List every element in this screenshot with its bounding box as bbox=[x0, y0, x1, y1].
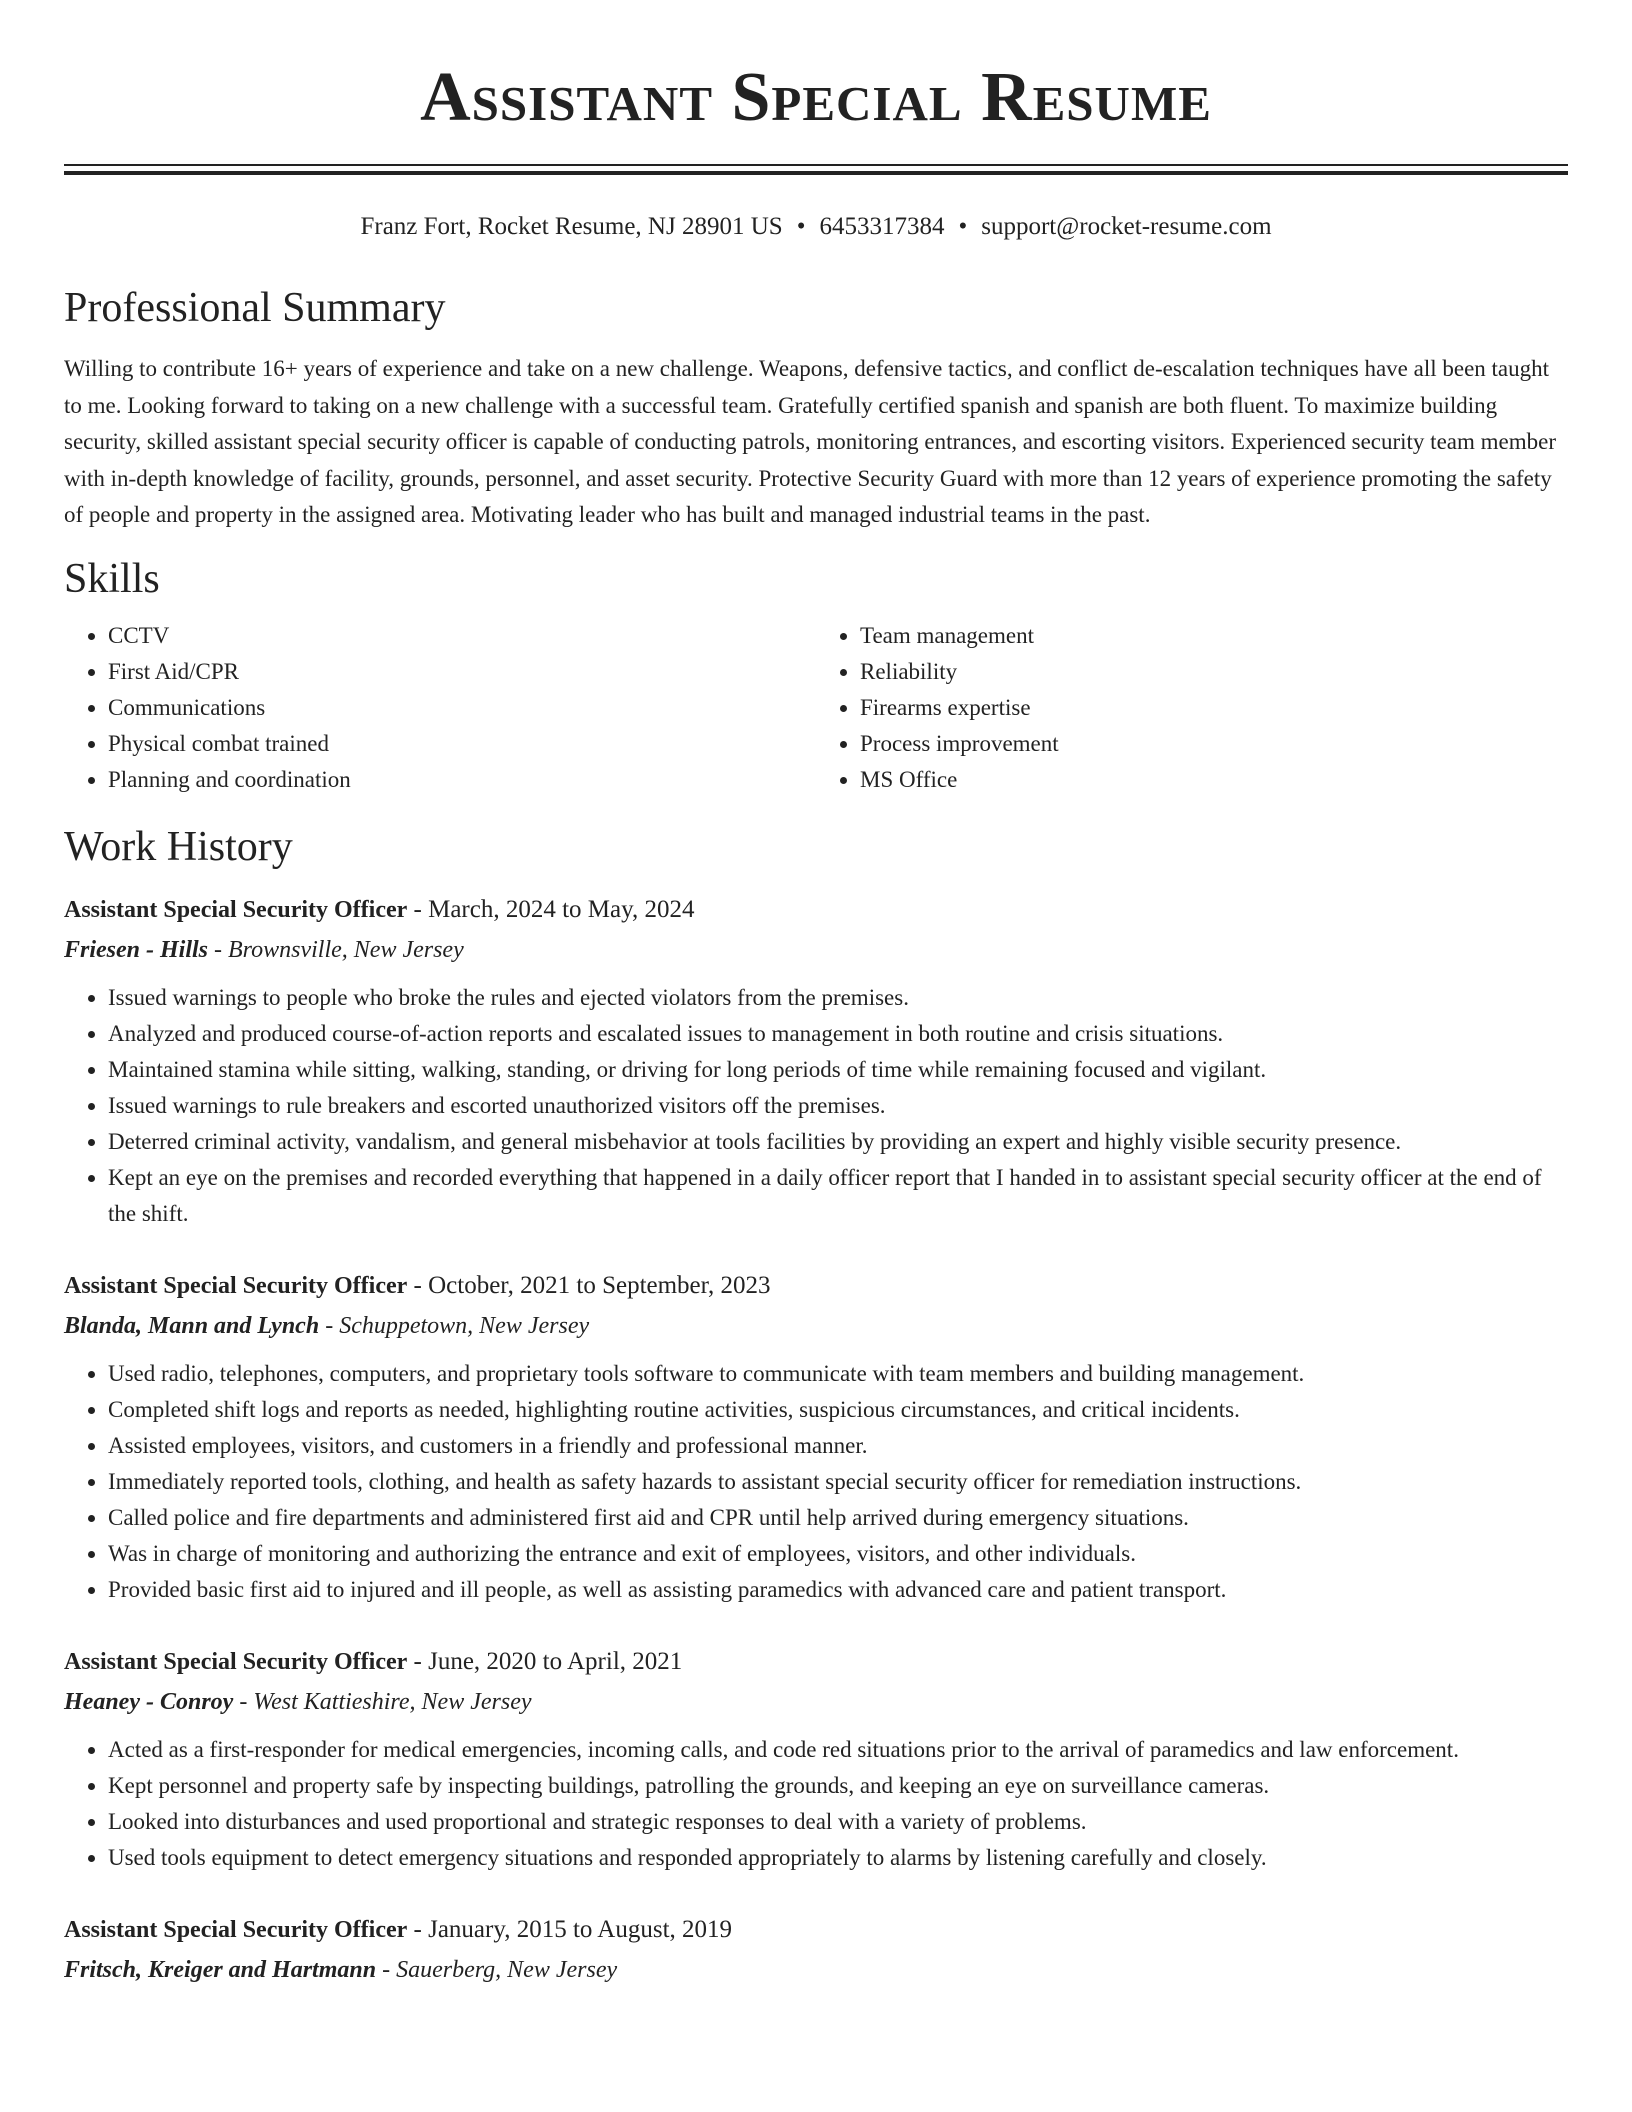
job-duty: • Used radio, telephones, computers, and proprietary tools software to communicate with team members and building management. bbox=[108, 1356, 1568, 1392]
job-title-line bbox=[64, 890, 1568, 930]
skill-item: • Process improvement bbox=[860, 726, 1568, 762]
job-duty: • Issued warnings to rule breakers and escorted unauthorized visitors off the premises. bbox=[108, 1088, 1568, 1124]
job-company-line bbox=[64, 1950, 1568, 1990]
job-duty: • Acted as a first-responder for medical emergencies, incoming calls, and code red situations prior to the arrival of paramedics and law enforcement. bbox=[108, 1732, 1568, 1768]
skill-item: • Team management bbox=[860, 618, 1568, 654]
job-entry bbox=[64, 1642, 1568, 1876]
job-duty: • Immediately reported tools, clothing, and health as safety hazards to assistant special security officer for remediation instructions. bbox=[108, 1464, 1568, 1500]
job-dates: June, 2020 to April, 2021 bbox=[428, 1647, 683, 1675]
contact-email: support@rocket-resume.com bbox=[981, 213, 1272, 240]
summary-section bbox=[64, 283, 1568, 534]
job-duty: • Kept personnel and property safe by inspecting buildings, patrolling the grounds, and keeping an eye on surveillance cameras. bbox=[108, 1768, 1568, 1804]
job-location: Brownsville, New Jersey bbox=[228, 936, 464, 963]
work-history-section bbox=[64, 822, 1568, 1990]
job-dash: - bbox=[413, 895, 422, 923]
job-dash: - bbox=[214, 936, 223, 963]
job-title: Assistant Special Security Officer bbox=[64, 896, 408, 923]
job-duty: • Provided basic first aid to injured and ill people, as well as assisting paramedics with advanced care and patient transport. bbox=[108, 1572, 1568, 1608]
skill-item: • Communications bbox=[108, 690, 816, 726]
job-duties bbox=[64, 1356, 1568, 1608]
skill-item: • Physical combat trained bbox=[108, 726, 816, 762]
skills-heading: Skills bbox=[64, 555, 160, 602]
skill-item: • Firearms expertise bbox=[860, 690, 1568, 726]
job-title-line bbox=[64, 1910, 1568, 1950]
divider-line-thick bbox=[64, 171, 1568, 175]
job-location: West Kattieshire, New Jersey bbox=[253, 1688, 532, 1715]
job-company: Fritsch, Kreiger and Hartmann bbox=[64, 1956, 377, 1983]
skill-item: • Reliability bbox=[860, 654, 1568, 690]
job-company: Blanda, Mann and Lynch bbox=[64, 1312, 320, 1339]
job-duty: • Maintained stamina while sitting, walking, standing, or driving for long periods of time while remaining focused and vigilant. bbox=[108, 1052, 1568, 1088]
job-company-line bbox=[64, 1306, 1568, 1346]
job-duty: • Deterred criminal activity, vandalism, and general misbehavior at tools facilities by providing an expert and highly visible security presence. bbox=[108, 1124, 1568, 1160]
job-duties bbox=[64, 1732, 1568, 1876]
resume-title: Assistant Special Resume bbox=[420, 59, 1212, 136]
job-company: Friesen - Hills bbox=[64, 936, 209, 963]
contact-separator: • bbox=[796, 213, 806, 240]
job-duty: • Completed shift logs and reports as needed, highlighting routine activities, suspicious circumstances, and critical incidents. bbox=[108, 1392, 1568, 1428]
job-duty: • Was in charge of monitoring and authorizing the entrance and exit of employees, visitors, and other individuals. bbox=[108, 1536, 1568, 1572]
job-dates: October, 2021 to September, 2023 bbox=[428, 1271, 771, 1299]
work-history-heading: Work History bbox=[64, 823, 293, 870]
job-title-line bbox=[64, 1642, 1568, 1682]
job-title: Assistant Special Security Officer bbox=[64, 1916, 408, 1943]
job-dates: March, 2024 to May, 2024 bbox=[428, 895, 695, 923]
skills-section bbox=[64, 554, 1568, 798]
job-dates: January, 2015 to August, 2019 bbox=[428, 1915, 733, 1943]
job-dash: - bbox=[382, 1956, 391, 1983]
job-title-line bbox=[64, 1266, 1568, 1306]
job-dash: - bbox=[413, 1647, 422, 1675]
contact-address: Franz Fort, Rocket Resume, NJ 28901 US bbox=[360, 213, 783, 240]
job-dash: - bbox=[413, 1915, 422, 1943]
job-duty: • Issued warnings to people who broke the rules and ejected violators from the premises. bbox=[108, 980, 1568, 1016]
job-duty: • Assisted employees, visitors, and customers in a friendly and professional manner. bbox=[108, 1428, 1568, 1464]
skills-column-right bbox=[816, 618, 1568, 798]
header-divider bbox=[64, 164, 1568, 175]
job-entry bbox=[64, 1910, 1568, 1990]
job-title: Assistant Special Security Officer bbox=[64, 1272, 408, 1299]
skill-item: • First Aid/CPR bbox=[108, 654, 816, 690]
job-duty: • Called police and fire departments and administered first aid and CPR until help arrived during emergency situations. bbox=[108, 1500, 1568, 1536]
job-duty: • Used tools equipment to detect emergency situations and responded appropriately to alarms by listening carefully and closely. bbox=[108, 1840, 1568, 1876]
skill-item: • MS Office bbox=[860, 762, 1568, 798]
job-location: Sauerberg, New Jersey bbox=[396, 1956, 618, 1983]
job-entry bbox=[64, 1266, 1568, 1608]
contact-phone: 6453317384 bbox=[819, 213, 945, 240]
summary-text: Willing to contribute 16+ years of experience and take on a new challenge. Weapons, defensive tactics, and conflict de-escalation techniques have all been taught to me. Looking forward to taking on a new challenge with a successful team. Gratefully certified spanish and spanish are both fluent. To maximize building security, skilled assistant special security officer is capable of conducting patrols, monitoring entrances, and escorting visitors. Experienced security team member with in-depth knowledge of facility, grounds, personnel, and asset security. Protective Security Guard with more than 12 years of experience promoting the safety of people and property in the assigned area. Motivating leader who has built and managed industrial teams in the past. bbox=[64, 356, 1556, 527]
contact-line bbox=[64, 211, 1568, 243]
summary-heading: Professional Summary bbox=[64, 285, 446, 331]
job-duty: • Looked into disturbances and used proportional and strategic responses to deal with a variety of problems. bbox=[108, 1804, 1568, 1840]
job-entry bbox=[64, 890, 1568, 1232]
job-location: Schuppetown, New Jersey bbox=[339, 1312, 590, 1339]
contact-separator: • bbox=[958, 213, 968, 240]
job-company: Heaney - Conroy bbox=[64, 1688, 234, 1715]
skill-item: • CCTV bbox=[108, 618, 816, 654]
job-dash: - bbox=[413, 1271, 422, 1299]
job-company-line bbox=[64, 930, 1568, 970]
skill-item: • Planning and coordination bbox=[108, 762, 816, 798]
skills-list bbox=[64, 618, 1568, 798]
job-duty: • Analyzed and produced course-of-action reports and escalated issues to management in both routine and crisis situations. bbox=[108, 1016, 1568, 1052]
job-duties bbox=[64, 980, 1568, 1232]
job-dash: - bbox=[239, 1688, 248, 1715]
job-company-line bbox=[64, 1682, 1568, 1722]
divider-line-thin bbox=[64, 164, 1568, 166]
job-title: Assistant Special Security Officer bbox=[64, 1648, 408, 1675]
job-dash: - bbox=[325, 1312, 334, 1339]
skills-column-left bbox=[64, 618, 816, 798]
job-duty: • Kept an eye on the premises and recorded everything that happened in a daily officer report that I handed in to assistant special security officer at the end of the shift. bbox=[108, 1160, 1568, 1232]
